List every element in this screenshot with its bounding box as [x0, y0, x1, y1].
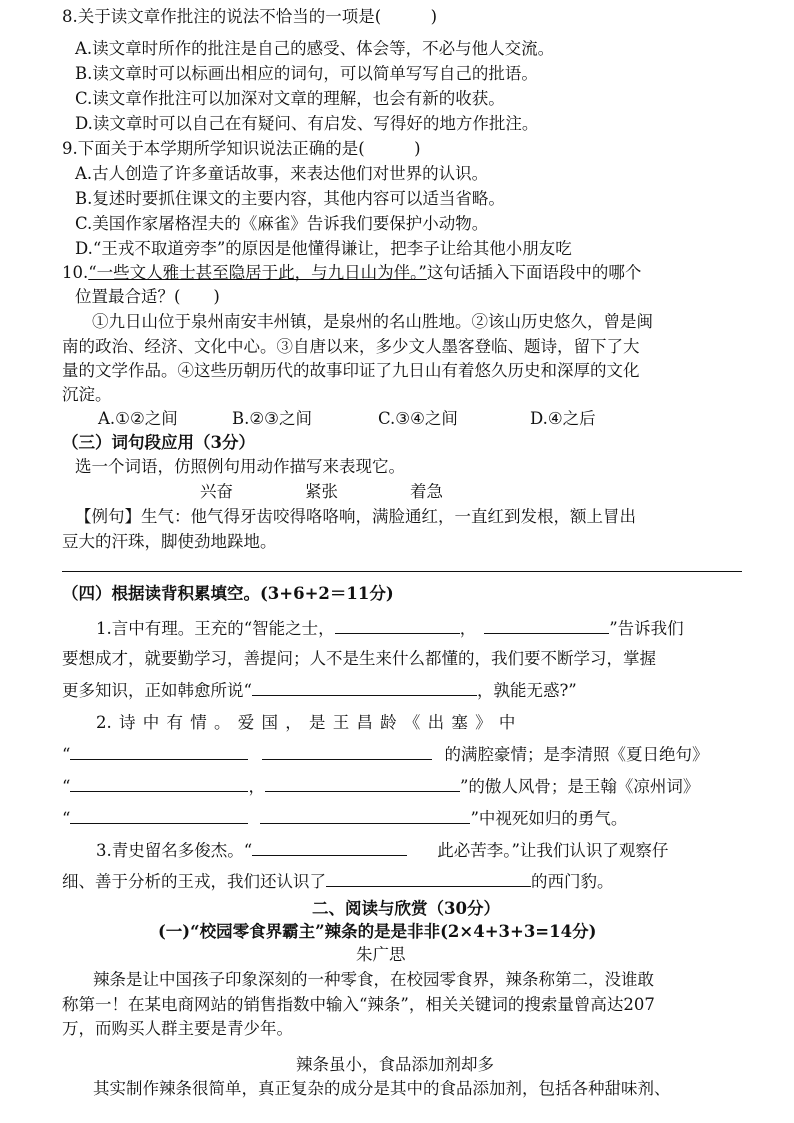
para1-line2: 称第一！在某电商网站的销售指数中输入“辣条”，相关关键词的搜索量曾高达207	[62, 995, 655, 1014]
q2-line3-quote: “	[62, 777, 71, 796]
answer-line	[62, 571, 742, 572]
q10-option-a: A.①②之间	[98, 409, 178, 428]
q10-option-c: C.③④之间	[378, 409, 458, 428]
blank-8[interactable]	[70, 807, 248, 824]
q3-line2	[62, 870, 614, 893]
blank-9[interactable]	[260, 807, 470, 824]
blank-5[interactable]	[262, 743, 432, 760]
q1-text-b: ，	[459, 619, 477, 638]
para1-line3: 万，而购买人群主要是青少年。	[62, 1019, 293, 1038]
q9-option-b: B.复述时要抓住课文的主要内容，其他内容可以适当省略。	[75, 189, 505, 208]
word-1: 兴奋	[200, 482, 233, 501]
q8-stem: 8.关于读文章作批注的说法不恰当的一项是( )	[62, 7, 438, 26]
q10-stem-rest: 这句话插入下面语段中的哪个	[426, 263, 642, 282]
q2-line2-quote: “	[62, 745, 71, 764]
q3-line2-text-b: 的西门豹。	[531, 872, 614, 891]
q10-passage-line4: 沉淀。	[62, 385, 112, 404]
section3-instruction: 选一个词语，仿照例句用动作描写来表现它。	[75, 457, 405, 476]
q3-line2-text-a: 细、善于分析的王戎，我们还认识了	[62, 872, 326, 891]
q2-line4-quote: “	[62, 809, 71, 828]
blank-3[interactable]	[252, 679, 477, 696]
q3-line1-text-b: 此必苦李。”让我们认识了观察仔	[437, 841, 669, 860]
q10-passage-line2: 南的政治、经济、文化中心。③自唐以来，多少文人墨客登临、题诗，留下了大	[62, 337, 640, 356]
q8-option-c: C.读文章作批注可以加深对文章的理解，也会有新的收获。	[75, 89, 505, 108]
q3-line1	[96, 839, 668, 862]
q10-option-b: B.②③之间	[232, 409, 312, 428]
word-3: 着急	[410, 482, 443, 501]
q2-line2	[62, 743, 708, 766]
q2-line1: 2. 诗 中 有 情 。 爱 国 ， 是 王 昌 龄 《 出 塞 》 中	[96, 713, 516, 732]
q10-stem-line2: 位置最合适？( )	[75, 287, 220, 306]
q10-passage-line3: 量的文学作品。④这些历朝历代的故事印证了九日山有着悠久历史和深厚的文化	[62, 361, 640, 380]
reading-subheading: 辣条虽小，食品添加剂却多	[296, 1055, 494, 1074]
q1-line3-text-a: 更多知识，正如韩愈所说“	[62, 681, 252, 700]
q1-line1	[96, 617, 684, 640]
q8-option-b: B.读文章时可以标画出相应的词句，可以简单写写自己的批语。	[75, 64, 538, 83]
example-line2: 豆大的汗珠，脚使劲地跺地。	[62, 532, 277, 551]
q9-option-a: A.古人创造了许多童话故事，来表达他们对世界的认识。	[75, 164, 489, 183]
q9-option-c: C.美国作家屠格涅夫的《麻雀》告诉我们要保护小动物。	[75, 214, 489, 233]
part2-title: 二、阅读与欣赏（30分）	[312, 899, 500, 918]
reading-title: (一)“校园零食界霸主”辣条的是是非非(2×4+3+3=14分)	[158, 922, 597, 941]
q10-number: 10.	[62, 263, 89, 282]
blank-2[interactable]	[484, 617, 609, 634]
q2-line2-text: 的满腔豪情；是李清照《夏日绝句》	[444, 745, 709, 764]
q9-option-d: D.“王戎不取道旁李”的原因是他懂得谦让，把李子让给其他小朋友吃	[75, 239, 572, 258]
q1-line3	[62, 679, 577, 702]
q2-line4	[62, 807, 627, 830]
q2-line3	[62, 775, 699, 798]
q10-option-d: D.④之后	[530, 409, 596, 428]
blank-10[interactable]	[252, 839, 407, 856]
q2-line3-text: ”的傲人风骨；是王翰《凉州词》	[459, 777, 700, 796]
word-2: 紧张	[305, 482, 338, 501]
blank-1[interactable]	[335, 617, 460, 634]
section3-title: （三）词句段应用（3分）	[62, 433, 255, 452]
q2-line4-text: ”中视死如归的勇气。	[470, 809, 628, 828]
blank-11[interactable]	[326, 870, 531, 887]
q1-text-c: ”告诉我们	[609, 619, 684, 638]
q1-text-a: 1.言中有理。王充的“智能之士，	[96, 619, 335, 638]
blank-6[interactable]	[70, 775, 248, 792]
q8-option-d: D.读文章时可以自己在有疑问、有启发、写得好的地方作批注。	[75, 114, 539, 133]
q2-line3-comma: ，	[248, 777, 265, 796]
q10-stem	[62, 262, 641, 284]
example-line1: 【例句】生气：他气得牙齿咬得咯咯响，满脸通红，一直红到发根，额上冒出	[75, 507, 636, 526]
q10-passage-line1: ①九日山位于泉州南安丰州镇，是泉州的名山胜地。②该山历史悠久，曾是闽	[92, 312, 653, 331]
q1-line2: 要想成才，就要勤学习，善提问；人不是生来什么都懂的，我们要不断学习，掌握	[62, 649, 656, 668]
q10-quote: “一些文人雅士甚至隐居于此，与九日山为伴。”	[88, 263, 427, 282]
q9-stem: 9.下面关于本学期所学知识说法正确的是( )	[62, 139, 421, 158]
section4-title: （四）根据读背积累填空。(3+6+2＝11分)	[62, 584, 394, 603]
para2-line1: 其实制作辣条很简单，真正复杂的成分是其中的食品添加剂，包括各种甜味剂、	[93, 1079, 671, 1098]
reading-author: 朱广思	[356, 945, 406, 964]
q1-line3-text-b: ，孰能无惑?”	[476, 681, 577, 700]
blank-7[interactable]	[265, 775, 460, 792]
blank-4[interactable]	[70, 743, 248, 760]
q8-option-a: A.读文章时所作的批注是自己的感受、体会等，不必与他人交流。	[75, 39, 555, 58]
q3-line1-text-a: 3.青史留名多俊杰。“	[96, 841, 253, 860]
para1-line1: 辣条是让中国孩子印象深刻的一种零食，在校园零食界，辣条称第二，没谁敢	[93, 970, 654, 989]
